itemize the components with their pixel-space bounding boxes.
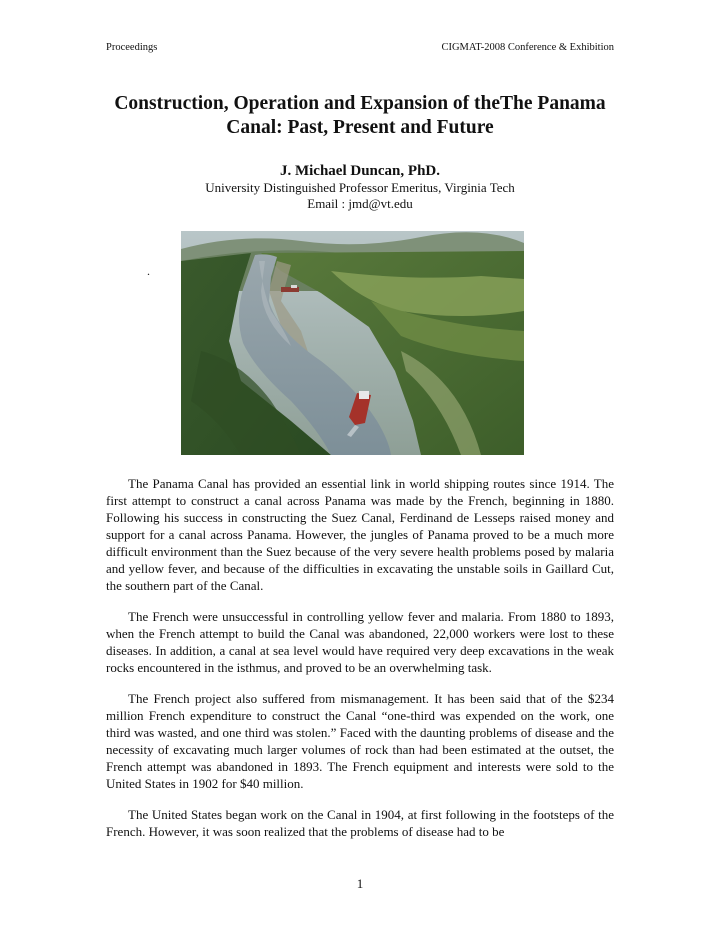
canal-aerial-photo [181,231,524,455]
paper-title: Construction, Operation and Expansion of theThe Panama Canal: Past, Present and Future [114,93,606,138]
page-number: 1 [356,876,364,891]
stray-mark: . [147,264,150,278]
running-header-left: Proceedings [106,42,158,53]
email-line: Email : jmd@vt.edu [307,196,413,211]
running-header-right: CIGMAT-2008 Conference & Exhibition [441,42,614,53]
author-name: J. Michael Duncan, PhD. [279,163,440,179]
affiliation-line: University Distinguished Professor Emeritus, Virginia Tech [205,180,515,195]
paragraph-2: The French were unsuccessful in controlling yellow fever and malaria. From 1880 to 1893, when the French attempt to build the Canal was abandoned, 22,000 workers were lost to these diseases. In addition, a canal at sea level would have required very deep excavations in the weak rocks encountered in the isthmus, and proved to be an overwhelming task. [106,609,614,675]
body-text [106,475,614,854]
author-affiliation [106,180,614,212]
paragraph-1: The Panama Canal has provided an essential link in world shipping routes since 1914. The first attempt to construct a canal across Panama was made by the French, beginning in 1880. Following his success in constructing the Suez Canal, Ferdinand de Lesseps raised money and support for a canal across Panama. However, the jungles of Panama proved to be a much more difficult environment than the Suez because of the very severe health problems posed by malaria and yellow fever, and because of the difficulties in excavating the unstable soils in Gaillard Cut, the southern part of the Canal. [106,476,614,593]
paragraph-4: The United States began work on the Canal in 1904, at first following in the footsteps of the French. However, it was soon realized that the problems of disease had to be [106,807,614,839]
paragraph-3: The French project also suffered from mismanagement. It has been said that of the $234 million French expenditure to construct the Canal “one-third was expended on the work, one third was wasted, and one third was stolen.” Faced with the daunting problems of disease and the necessity of excavating much larger volumes of rock than had been estimated at the outset, the French attempt was abandoned in 1893. The French equipment and interests were sold to the United States in 1902 for $40 million. [106,691,614,791]
